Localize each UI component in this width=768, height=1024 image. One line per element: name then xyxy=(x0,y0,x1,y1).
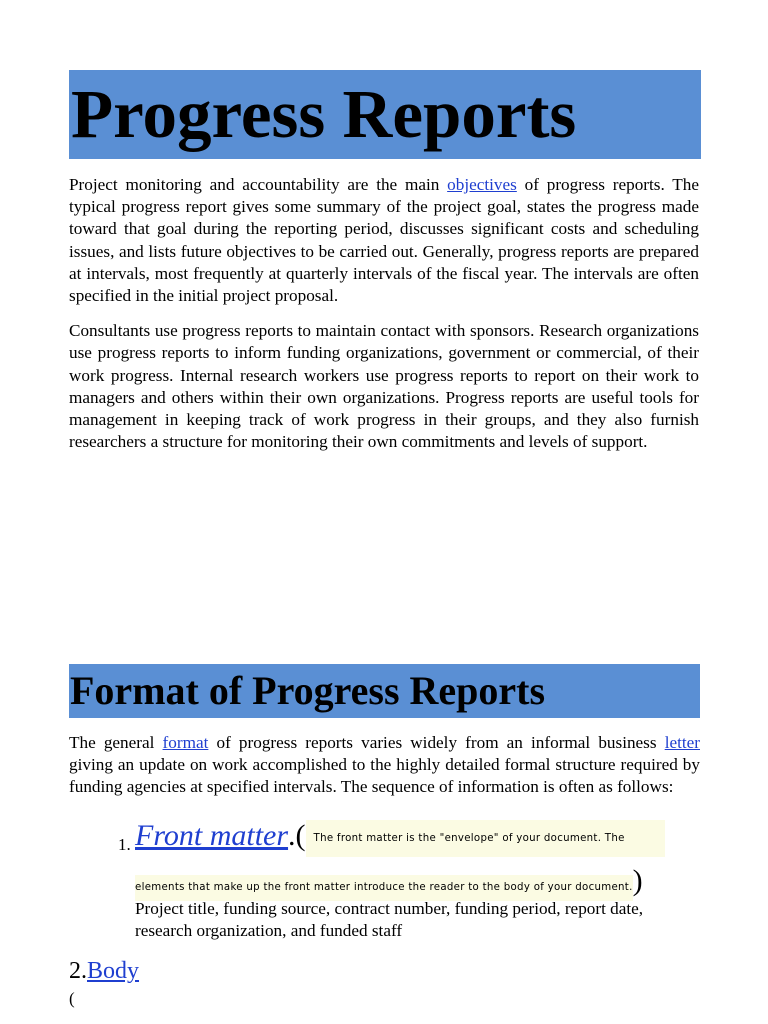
close-paren: ) xyxy=(632,863,643,897)
link-body[interactable]: Body xyxy=(87,958,140,985)
paragraph-text: The general xyxy=(69,733,163,752)
title-punctuation: .( xyxy=(288,818,306,852)
heading-format-of-progress-reports xyxy=(69,664,700,718)
front-matter-note-line xyxy=(135,863,699,898)
document-page xyxy=(69,70,700,1009)
paragraph-text: giving an update on work accomplished to the highly detailed formal structure required by funding agencies at specified intervals. The sequence of information is often as follows: xyxy=(69,755,700,797)
list-number: 1. xyxy=(118,834,131,854)
section-format xyxy=(69,664,700,1009)
link-objectives[interactable]: objectives xyxy=(447,175,517,194)
link-format[interactable]: format xyxy=(162,733,209,752)
paragraph-text: of progress reports. The typical progress report gives some summary of the project goal, states the progress made toward that goal during the reporting period, discusses significant costs and scheduling issues, and lists future objectives to be carried out. Generally, progress reports are prepared at intervals, most frequently at quarterly intervals of the fiscal year. The intervals are often specified in the initial project proposal. xyxy=(69,175,699,306)
paragraph-consultants: Consultants use progress reports to maintain contact with sponsors. Research organizations use progress reports to inform funding organizations, government or commercial, of their work progress. Internal research workers use progress reports to report on their work to managers and others within their own organizations. Progress reports are useful tools for management in keeping track of work progress in their groups, and they also furnish researchers a structure for monitoring their own commitments and levels of support. xyxy=(69,321,699,452)
heading-progress-reports xyxy=(69,70,701,159)
front-matter-description: Project title, funding source, contract number, funding period, report date, research organization, and funded staff xyxy=(135,898,644,940)
front-matter-note-line1: The front matter is the "envelope" of your document. The xyxy=(306,820,665,857)
link-front-matter[interactable]: Front matter xyxy=(135,818,289,852)
paragraph-format xyxy=(69,732,700,799)
front-matter-heading-line xyxy=(135,819,699,863)
list-number: 2. xyxy=(69,958,87,985)
paragraph-text: Project monitoring and accountability are the main xyxy=(69,175,448,194)
link-letter[interactable]: letter xyxy=(664,733,700,752)
heading-text: Format of Progress Reports xyxy=(70,668,546,713)
list-item-front-matter xyxy=(69,819,699,942)
paragraph-text: of progress reports varies widely from an informal business xyxy=(208,733,665,752)
list-item-body xyxy=(69,958,700,985)
heading-text: Progress Reports xyxy=(71,76,577,152)
trailing-paren: ( xyxy=(69,989,75,1009)
front-matter-note-line2: elements that make up the front matter introduce the reader to the body of your document. xyxy=(135,875,633,901)
paragraph-intro xyxy=(69,174,699,307)
